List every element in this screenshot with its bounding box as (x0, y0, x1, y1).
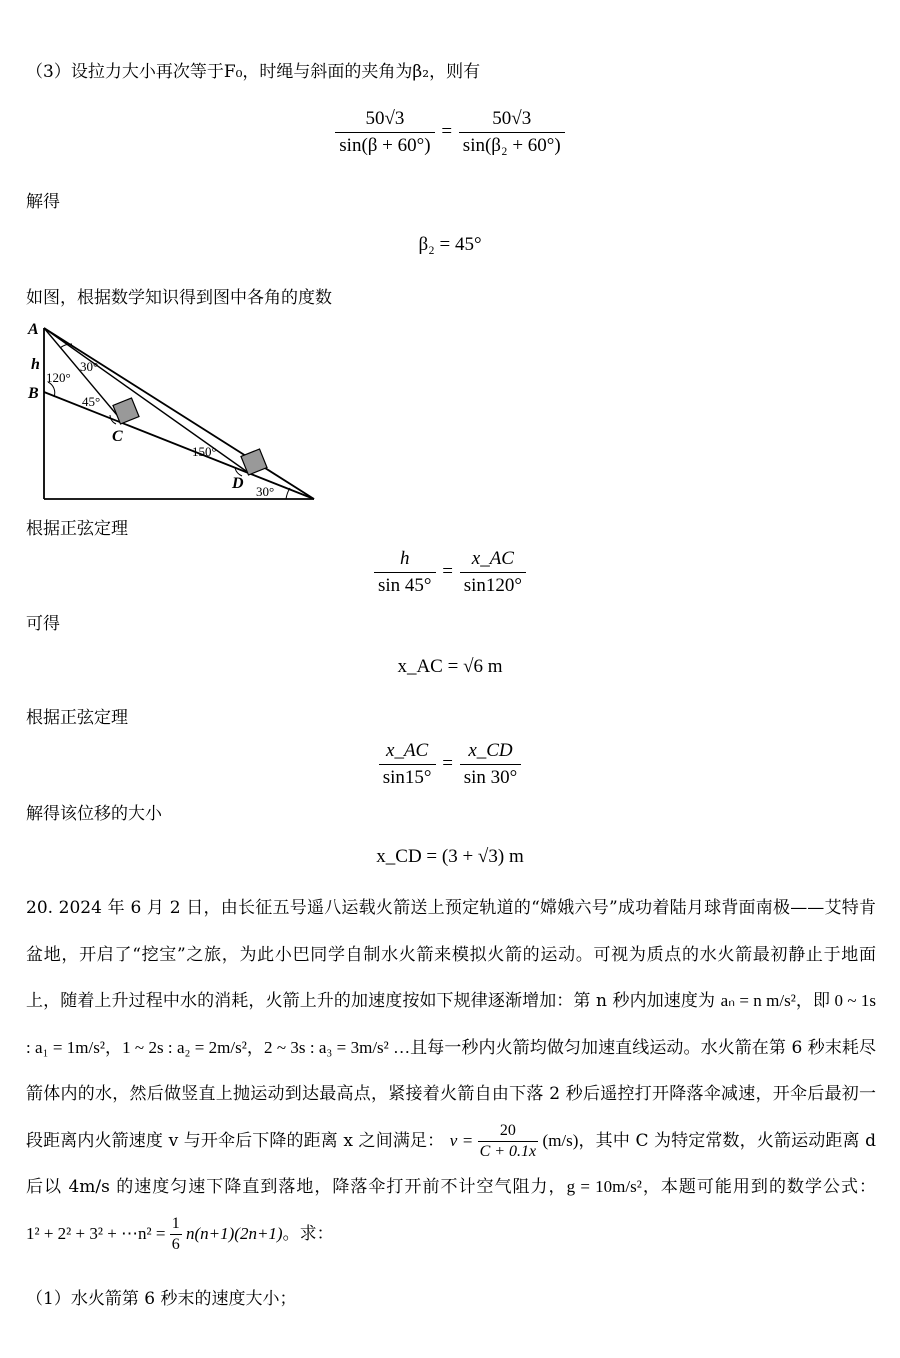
equation-sine-ratio: $\frac{50√3}{\sin(\beta + 60^\circ)}$ = $\frac{50√3}{\text{sin(β₂ + 60°)}}$ (0, 108, 900, 157)
question-20 (26, 885, 876, 1257)
q20-text-2: 且每一秒内火箭均做匀加速直线运动。水火箭在第 6 秒末耗尽箭体内的水，然后做竖直上抛运动到达最高点，紧接着火箭自由下落 2 秒后遥控打开降落伞减速，开伞后最初一段距离内火箭速度 v 与开伞后下降的距离 x 之间满足： (26, 1037, 877, 1151)
result-label-2: 解得该位移的大小 (26, 804, 162, 824)
incline-diagram (20, 318, 350, 508)
q20-velocity-formula: v = $\frac{20}{C + 0.1x}$ (m/s) (449, 1122, 579, 1161)
label-b: B (28, 385, 39, 402)
equation-xcd: x_CD = (3 + √3) m (376, 846, 524, 867)
sine-rule-label-2: 根据正弦定理 (26, 708, 128, 728)
part3-intro: （3）设拉力大小再次等于F₀，时绳与斜面的夹角为β₂，则有 (26, 62, 481, 82)
equation-sine-rule-2: $\frac{x\_AC}{\sin 15^\circ}$ = $\frac{x\_CD}{\sin 30^\circ}$ (0, 740, 900, 789)
q20-text-5: 。求： (282, 1223, 334, 1244)
figure-intro: 如图，根据数学知识得到图中各角的度数 (26, 288, 332, 308)
angle-30-top: 30° (80, 359, 99, 374)
equation-beta2: β₂ = 45° (418, 234, 482, 255)
label-h: h (31, 356, 40, 373)
q20-accel-rule: aₙ = n m/s²，即 0 ~ 1s : a₁ = 1m/s²，1 ~ 2s : a₂ = 2m/s²，2 ~ 3s : a₃ = 3m/s² … (26, 991, 876, 1057)
q20-text-1: 20. 2024 年 6 月 2 日，由长征五号遥八运载火箭送上预定轨道的“嫦娥六号”成功着陆月球背面南极——艾特肯盆地，开启了“挖宝”之旅，为此小巴同学自制水火箭来模拟火箭的运动。可视为质点的水火箭最初静止于地面上，随着上升过程中水的消耗，火箭上升的加速度按如下规律逐渐增加：第 n 秒内加速度为 (26, 898, 876, 1011)
angle-150: 150° (192, 444, 217, 459)
angle-30-bottom: 30° (256, 484, 275, 499)
label-c: C (112, 428, 123, 445)
equation-sine-rule-1: $\frac{h}{\sin 45^\circ}$ = $\frac{x\_AC}{\sin 120^\circ}$ (0, 548, 900, 597)
sine-rule-label-1: 根据正弦定理 (26, 519, 128, 539)
q20-gravity: g = 10m/s² (566, 1177, 642, 1196)
equation-xac: x_AC = √6 m (397, 656, 503, 677)
angle-45: 45° (82, 394, 101, 409)
q20-text-4: ，本题可能用到的数学公式： (641, 1177, 877, 1197)
angle-120: 120° (46, 370, 71, 385)
label-a: A (28, 321, 39, 338)
q20-sum-formula: 1² + 2² + 3² + ⋯n² = $\frac{1}{6}$ n(n+1)(2n+1) (26, 1215, 283, 1254)
label-d: D (232, 475, 244, 492)
sub-question-1: （1）水火箭第 6 秒末的速度大小； (26, 1289, 297, 1309)
result-label-1: 可得 (26, 614, 60, 634)
solve-label: 解得 (26, 192, 60, 212)
q20-text-3: ，其中 C 为特定常数，火箭运动距离 d 后以 4m/s 的速度匀速下降直到落地，降落伞打开前不计空气阻力， (26, 1130, 877, 1197)
